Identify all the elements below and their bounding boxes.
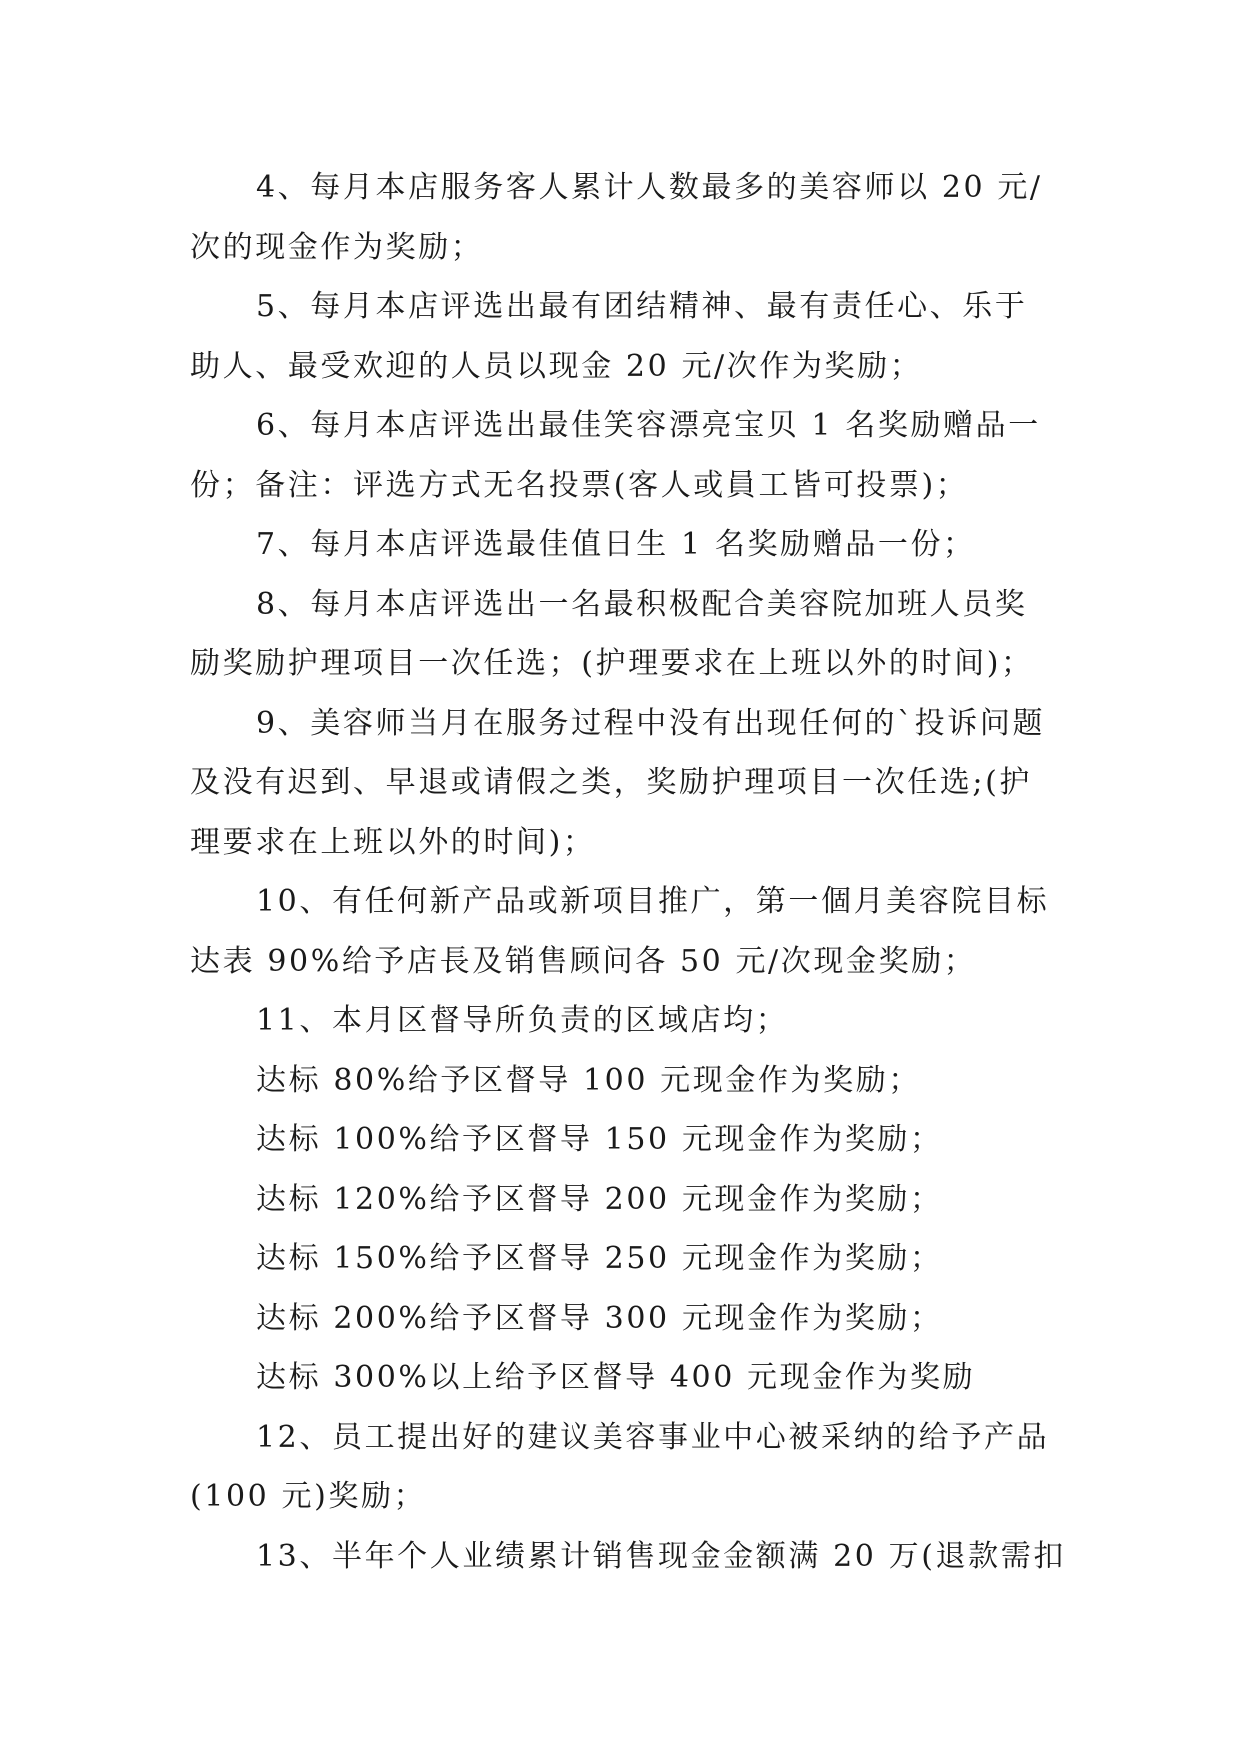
text-line: 达表 90%给予店長及销售顾问各 50 元/次现金奖励； [190, 943, 977, 979]
text-line: 6、每月本店评选出最佳笑容漂亮宝贝 1 名奖励赠品一 [256, 408, 1041, 443]
text-line: 励奖励护理项目一次任选；(护理要求在上班以外的时间)； [190, 646, 1034, 681]
text-line: 达标 120%给予区督导 200 元现金作为奖励； [256, 1181, 943, 1217]
document-body [190, 158, 1066, 1586]
text-line: 及没有迟到、早退或请假之类，奖励护理项目一次任选;(护 [190, 765, 1033, 800]
text-line: 7、每月本店评选最佳值日生 1 名奖励赠品一份； [256, 527, 976, 562]
text-line: 达标 300%以上给予区督导 400 元现金作为奖励 [256, 1360, 976, 1395]
text-line: 次的现金作为奖励； [190, 229, 484, 265]
text-line: 8、每月本店评选出一名最积极配合美容院加班人员奖 [256, 586, 1028, 622]
text-line: 理要求在上班以外的时间)； [190, 824, 596, 860]
text-line: 10、有任何新产品或新项目推广，第一個月美容院目标 [256, 884, 1050, 919]
text-line: 13、半年个人业绩累计销售现金金额满 20 万(退款需扣 [256, 1538, 1066, 1574]
text-line: 5、每月本店评选出最有团结精神、最有责任心、乐于 [256, 289, 1028, 324]
text-line: 4、每月本店服务客人累计人数最多的美容师以 20 元/ [256, 170, 1043, 205]
text-line: 11、本月区督导所负责的区域店均； [256, 1003, 789, 1038]
text-line: 助人、最受欢迎的人员以现金 20 元/次作为奖励； [190, 348, 923, 384]
text-line: 份；备注：评选方式无名投票(客人或員工皆可投票)； [190, 467, 969, 503]
text-line: 达标 150%给予区督导 250 元现金作为奖励； [256, 1241, 943, 1276]
text-line: 达标 200%给予区督导 300 元现金作为奖励； [256, 1300, 943, 1336]
text-line: (100 元)奖励； [190, 1479, 427, 1514]
text-line: 达标 100%给予区督导 150 元现金作为奖励； [256, 1122, 943, 1157]
text-line: 12、员工提出好的建议美容事业中心被采纳的给予产品 [256, 1419, 1050, 1455]
text-line: 达标 80%给予区督导 100 元现金作为奖励； [256, 1062, 921, 1098]
text-line: 9、美容师当月在服务过程中没有出现任何的`投诉问题 [256, 705, 1046, 741]
